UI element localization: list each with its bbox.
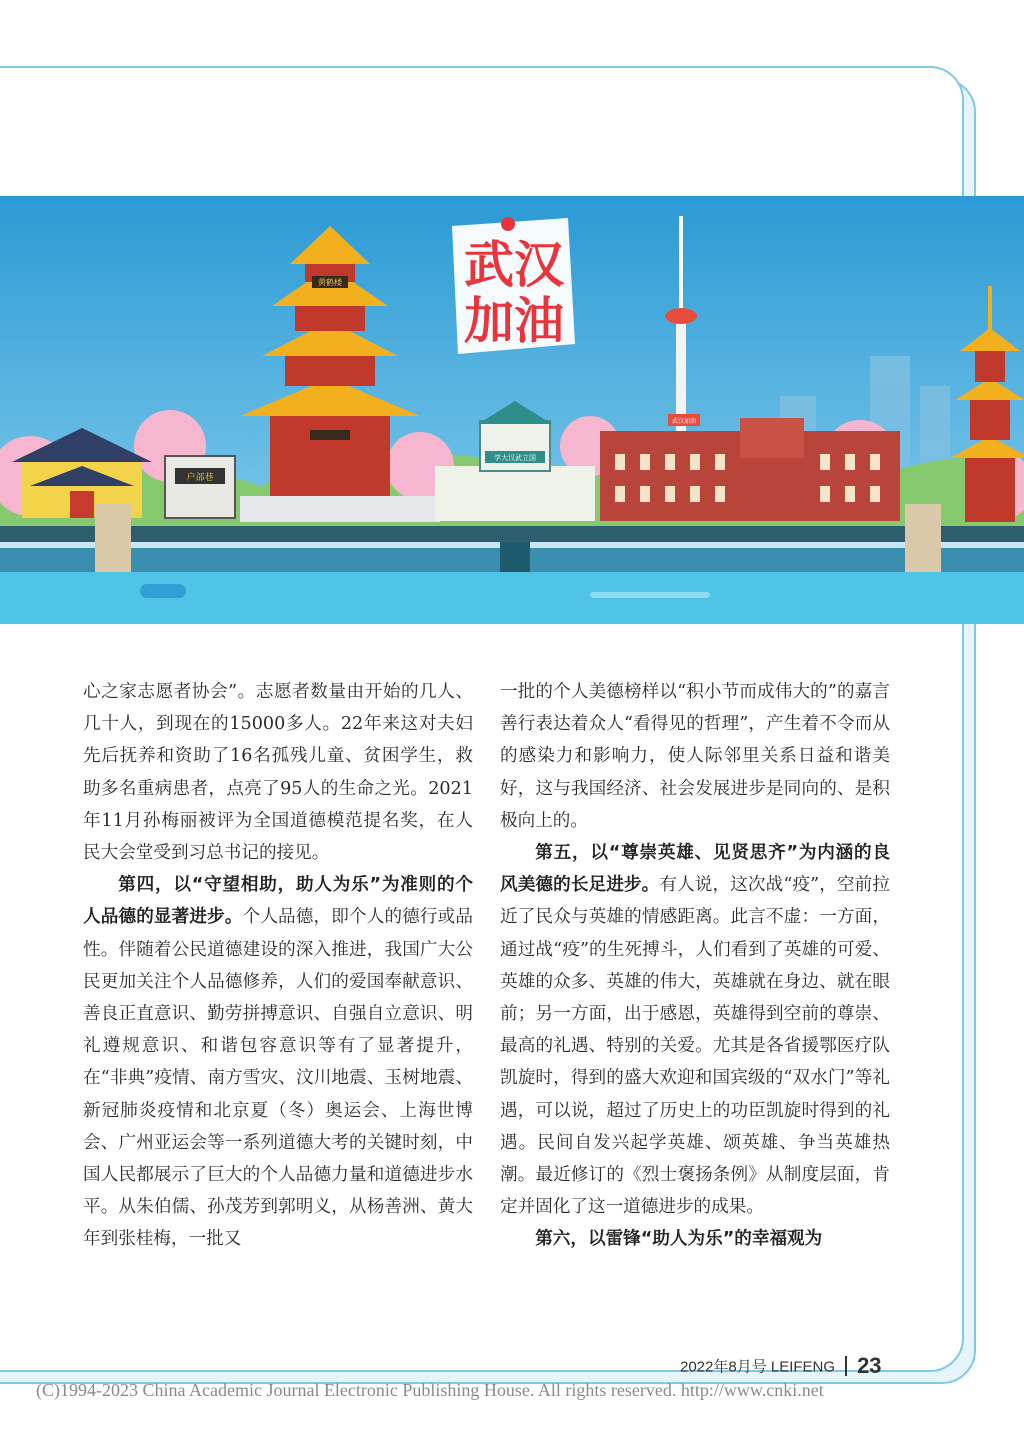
- footer-divider: [845, 1356, 847, 1376]
- heart-icon: [501, 217, 515, 231]
- paragraph: [83, 869, 473, 1255]
- issue-label: 2022年8月号 LEIFENG: [680, 1358, 836, 1376]
- water-ripple: [590, 592, 710, 598]
- slogan-line-1: 武汉: [464, 236, 564, 294]
- water-ripple: [140, 584, 186, 598]
- page-footer: [680, 1353, 882, 1379]
- paragraph: [83, 676, 473, 869]
- copyright-watermark: (C)1994-2023 China Academic Journal Electronic Publishing House. All rights reserved. http://www.cnki.net: [36, 1380, 824, 1400]
- paragraph-text: 个人品德，即个人的德行或品性。伴随着公民道德建设的深入推进，我国广大公民更加关注个人品德修养，人们的爱国奉献意识、善良正直意识、勤劳拼搏意识、自强自立意识、明礼遵规意识、和谐包容意识等有了显著提升，在“非典”疫情、南方雪灾、汶川地震、玉树地震、新冠肺炎疫情和北京夏（冬）奥运会、上海世博会、广州亚运会等一系列道德大考的关键时刻，中国人民都展示了巨大的个人品德力量和道德进步水平。从朱伯儒、孙茂芳到郭明义，从杨善洲、黄大年到张桂梅，一批又: [83, 907, 473, 1250]
- gate-sign-text: 户部巷: [186, 473, 214, 483]
- paragraph: [500, 676, 890, 837]
- tower-sign-text: 黄鹤楼: [318, 278, 342, 287]
- paragraph-lead: 第四，以“守望相助，助人为乐”为准则的个人品德的显著进步。: [83, 875, 473, 928]
- red-brick-building: [600, 418, 900, 521]
- hall-sign-text: 学大汉武立国: [494, 454, 536, 462]
- right-text-column: [500, 676, 890, 1256]
- paragraph-text: 心之家志愿者协会”。志愿者数量由开始的几人、几十人，到现在的15000多人。22年来这对夫妇先后抚养和资助了16名孤残儿童、贫困学生，救助多名重病患者，点亮了95人的生命之光。2021年11月孙梅丽被评为全国道德模范提名奖，在人民大会堂受到习总书记的接见。: [83, 682, 473, 864]
- page-number: 23: [857, 1353, 882, 1378]
- wuhan-illustration-banner: [0, 196, 1024, 624]
- paragraph: [500, 837, 890, 1223]
- left-text-column: [83, 676, 473, 1256]
- hubu-lane-gate: [165, 456, 235, 518]
- tv-tower-sign-text: 武汉加油: [671, 418, 697, 425]
- paragraph-lead: 第六，以雷锋“助人为乐”的幸福观为: [535, 1229, 823, 1250]
- paragraph: [500, 1223, 890, 1255]
- paragraph-text: 有人说，这次战“疫”，空前拉近了民众与英雄的情感距离。此言不虚：一方面，通过战“疫”的生死搏斗，人们看到了英雄的可爱、英雄的众多、英雄的伟大，英雄就在身边、就在眼前；另一方面，出于感恩，英雄得到空前的尊崇、最高的礼遇、特别的关爱。尤其是各省援鄂医疗队凯旋时，得到的盛大欢迎和国宾级的“双水门”等礼遇，可以说，超过了历史上的功臣凯旋时得到的礼遇。民间自发兴起学英雄、颂英雄、争当英雄热潮。最近修订的《烈士褒扬条例》从制度层面，肯定并固化了这一道德进步的成果。: [500, 875, 890, 1218]
- slogan-line-2: 加油: [464, 292, 564, 350]
- slogan-badge: [452, 217, 575, 354]
- paragraph-text: 一批的个人美德榜样以“积小节而成伟大的”的嘉言善行表达着众人“看得见的哲理”，产生着不令而从的感染力和影响力，使人际邻里关系日益和谐美好，这与我国经济、社会发展进步是同向的、是积极向上的。: [500, 682, 890, 831]
- paragraph-lead: 第五，以“尊崇英雄、见贤思齐”为内涵的良风美德的长足进步。: [500, 843, 890, 896]
